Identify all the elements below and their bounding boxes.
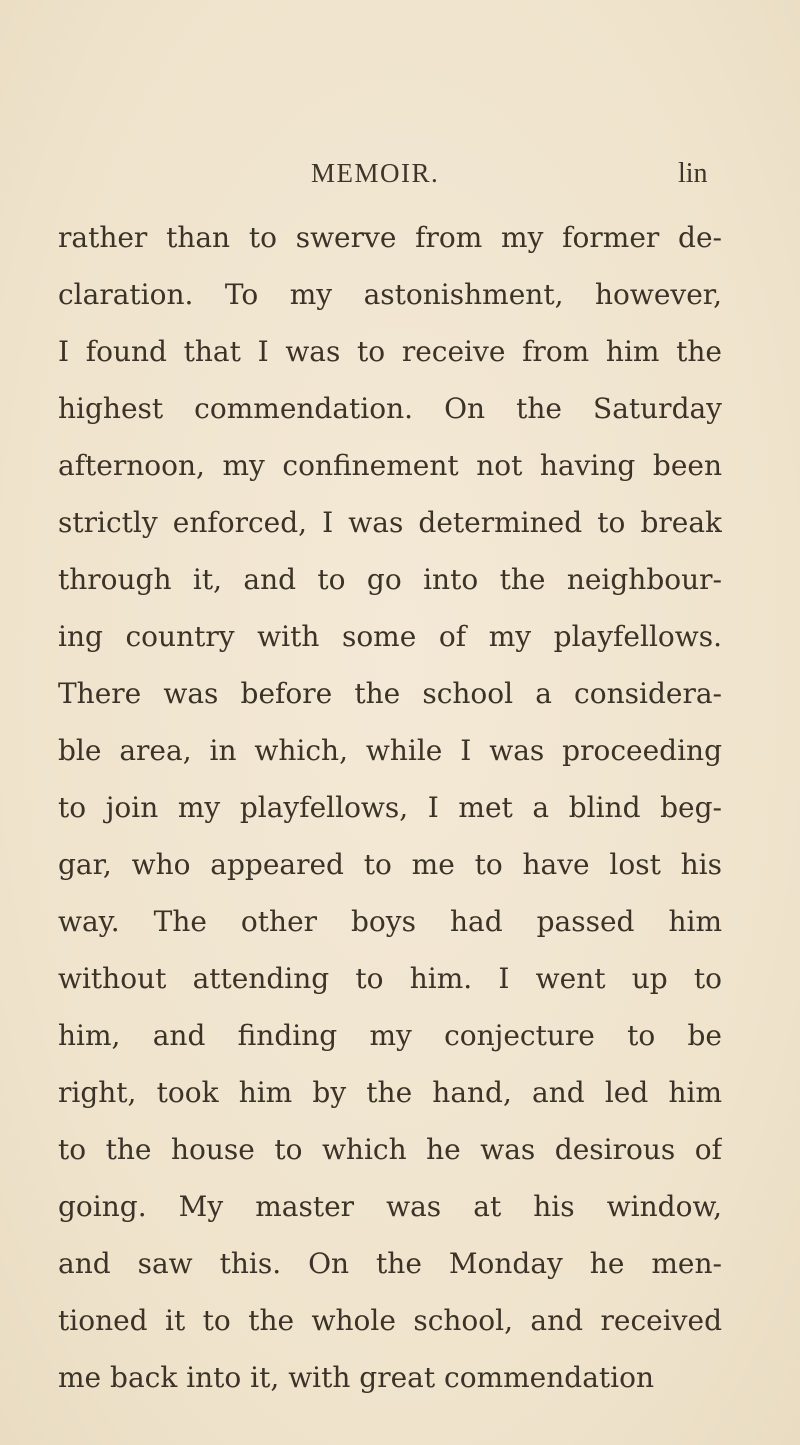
text-line: going. My master was at his window,	[58, 1190, 722, 1223]
text-line: ble area, in which, while I was proceeding	[58, 734, 722, 767]
text-line: strictly enforced, I was determined to break	[58, 506, 722, 539]
text-line: gar, who appeared to me to have lost his	[58, 848, 722, 881]
text-line: afternoon, my confinement not having been	[58, 449, 722, 482]
text-line: him, and finding my conjecture to be	[58, 1019, 722, 1052]
text-line: to join my playfellows, I met a blind beg-	[58, 791, 722, 824]
text-line: way. The other boys had passed him	[58, 905, 722, 938]
running-head	[0, 158, 800, 198]
text-line: claration. To my astonishment, however,	[58, 278, 722, 311]
text-line: me back into it, with great commendation	[58, 1361, 654, 1394]
text-line: There was before the school a considera-	[58, 677, 722, 710]
running-title: MEMOIR.	[311, 158, 440, 188]
text-line: highest commendation. On the Saturday	[58, 392, 722, 425]
text-line: without attending to him. I went up to	[58, 962, 722, 995]
text-line: ing country with some of my playfellows.	[58, 620, 722, 653]
text-line: through it, and to go into the neighbour-	[58, 563, 722, 596]
text-line: to the house to which he was desirous of	[58, 1133, 722, 1166]
page-number: lin	[678, 158, 708, 189]
text-line: I found that I was to receive from him the	[58, 335, 722, 368]
body-text	[58, 209, 722, 1406]
text-line: tioned it to the whole school, and received	[58, 1304, 722, 1337]
text-line: and saw this. On the Monday he men-	[58, 1247, 722, 1280]
text-line: right, took him by the hand, and led him	[58, 1076, 722, 1109]
text-line: rather than to swerve from my former de-	[58, 221, 722, 254]
